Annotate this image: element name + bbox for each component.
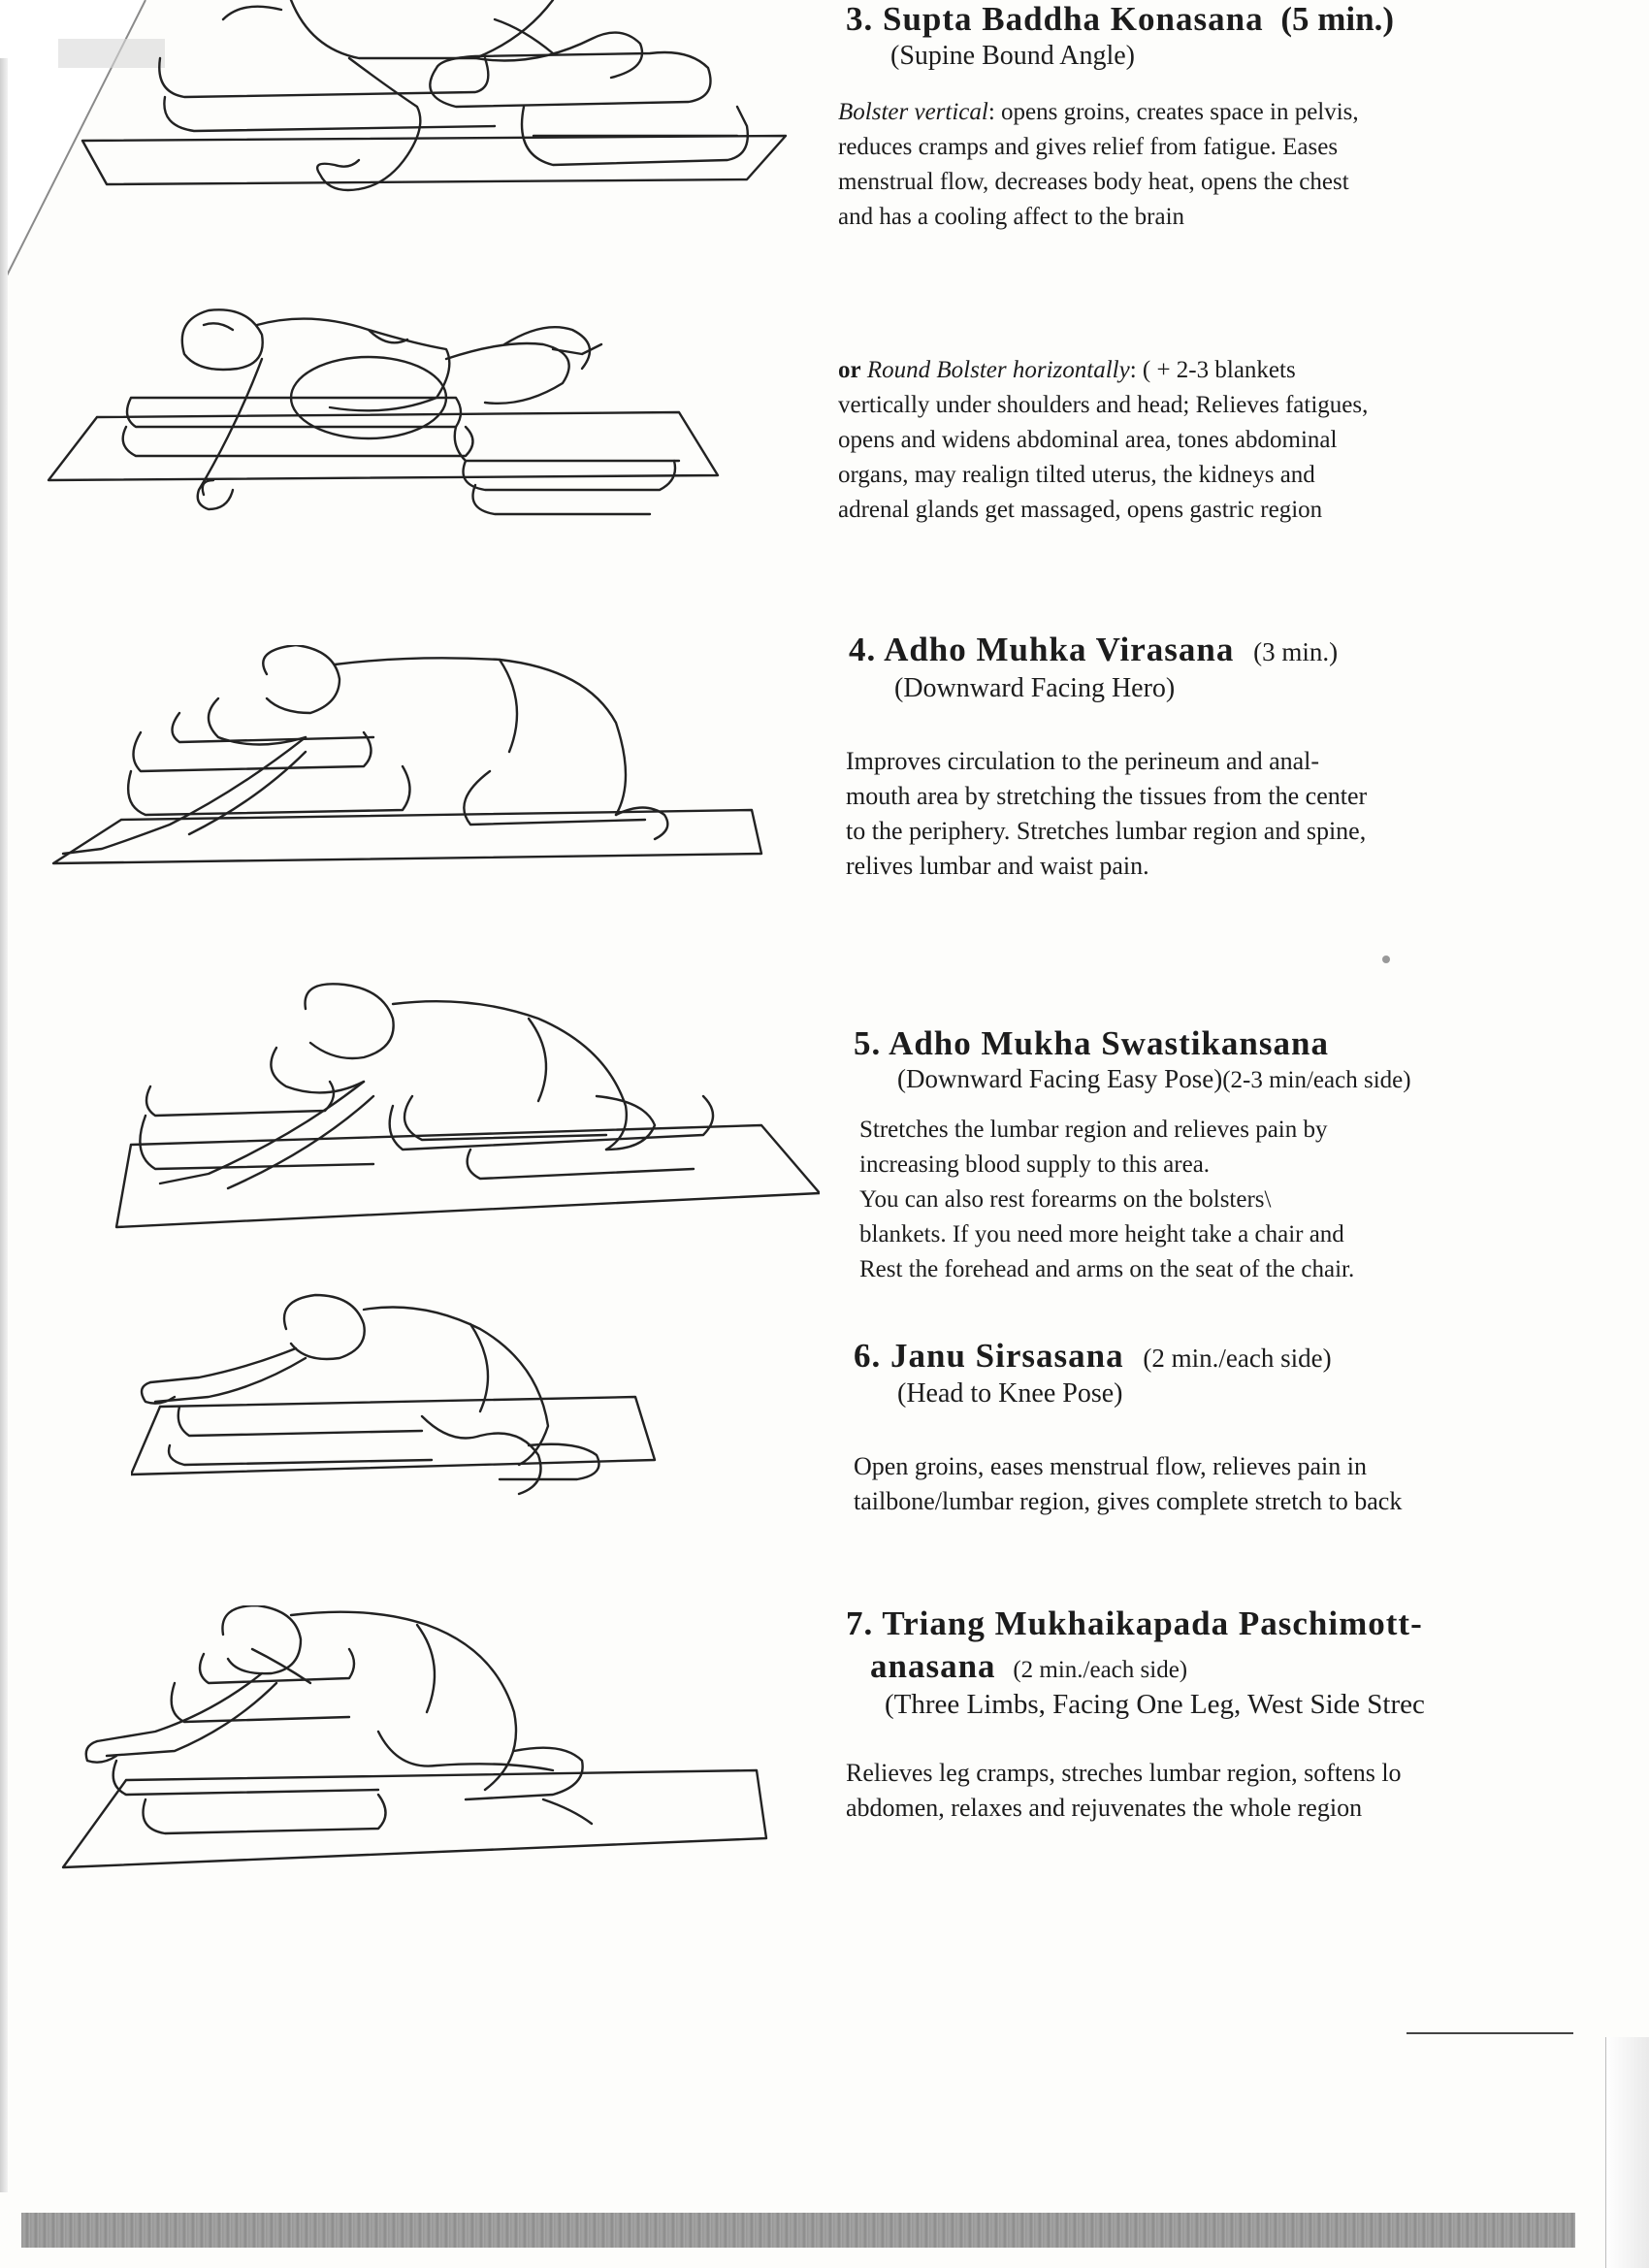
pose6-duration: (2 min./each side) — [1143, 1344, 1332, 1373]
pose3-vertical-text-1: : opens groins, creates space in pelvis, — [987, 99, 1359, 125]
pose7-title-text-2: anasana — [870, 1647, 996, 1685]
pose3-vertical-description — [838, 95, 1359, 235]
pose4-description — [846, 744, 1367, 884]
pose4-subtitle: (Downward Facing Hero) — [894, 673, 1176, 703]
scan-right-edge — [1605, 2037, 1649, 2268]
pose3-horizontal-line-5: adrenal glands get massaged, opens gastric region — [838, 497, 1323, 523]
pose7-title-line-2 — [870, 1647, 1187, 1686]
pose3-vertical-line-1 — [838, 95, 1359, 130]
pose3-vertical-line-4: and has a cooling affect to the brain — [838, 204, 1185, 230]
pose5-line-1: Stretches the lumbar region and relieves pain by — [859, 1117, 1328, 1143]
pose5-duration: (2-3 min/each side) — [1222, 1067, 1411, 1093]
illustration-supta-baddha-konasana-vertical — [68, 0, 805, 213]
pose3-title-text: 3. Supta Baddha Konasana — [846, 0, 1264, 38]
pose6-line-1: Open groins, eases menstrual flow, relieves pain in — [854, 1452, 1368, 1480]
illustration-adho-mukha-swastikasana — [102, 980, 820, 1242]
pose5-subtitle-line — [897, 1064, 1411, 1094]
pose3-title — [846, 0, 1394, 39]
illustration-supta-baddha-konasana-horizontal — [39, 291, 737, 553]
pose4-line-2: mouth area by stretching the tissues from the center — [846, 782, 1368, 810]
pose3-horizontal-label: Round Bolster horizontally — [866, 357, 1130, 383]
pose4-line-4: relives lumbar and waist pain. — [846, 852, 1149, 880]
pose6-subtitle: (Head to Knee Pose) — [897, 1378, 1123, 1409]
pose6-description — [854, 1449, 1402, 1519]
pose5-title: 5. Adho Mukha Swastikansana — [854, 1024, 1329, 1062]
pose3-vertical-line-2: reduces cramps and gives relief from fatigue. Eases — [838, 134, 1339, 160]
illustration-adho-mukha-virasana — [44, 645, 781, 878]
illustration-triang-mukhaikapada-paschimottanasana — [58, 1605, 776, 1877]
pose5-description — [859, 1113, 1354, 1287]
scan-bottom-edge — [21, 2213, 1575, 2248]
pose7-description — [846, 1756, 1402, 1826]
pose7-line-2: abdomen, relaxes and rejuvenates the whole region — [846, 1794, 1363, 1822]
pose3-horizontal-text-1: : ( + 2-3 blankets — [1129, 357, 1296, 383]
scan-left-edge — [0, 58, 8, 2192]
pose5-line-5: Rest the forehead and arms on the seat of the chair. — [859, 1256, 1355, 1282]
illustration-janu-sirsasana — [131, 1290, 674, 1523]
pose7-title-line-1: 7. Triang Mukhaikapada Paschimott- — [846, 1604, 1423, 1642]
pose7-line-1: Relieves leg cramps, streches lumbar region, softens lo — [846, 1759, 1402, 1787]
pose4-duration: (3 min.) — [1253, 637, 1339, 666]
pose5-line-2: increasing blood supply to this area. — [859, 1151, 1211, 1178]
speck — [1382, 956, 1390, 963]
pose6-title-text: 6. Janu Sirsasana — [854, 1337, 1124, 1375]
pose6-line-2: tailbone/lumbar region, gives complete stretch to back — [854, 1487, 1403, 1515]
pose5-line-3: You can also rest forearms on the bolsters\ — [859, 1186, 1272, 1213]
pose4-title-text: 4. Adho Muhka Virasana — [849, 631, 1235, 668]
pose5-line-4: blankets. If you need more height take a chair and — [859, 1221, 1344, 1247]
pose3-horizontal-line-2: vertically under shoulders and head; Relieves fatigues, — [838, 392, 1369, 418]
pose3-horizontal-line-3: opens and widens abdominal area, tones abdominal — [838, 427, 1338, 453]
pose4-line-1: Improves circulation to the perineum and anal- — [846, 747, 1320, 775]
pose4-title — [849, 631, 1338, 669]
pose3-subtitle: (Supine Bound Angle) — [890, 41, 1135, 71]
pose3-or-label: or — [838, 357, 861, 383]
pose3-horizontal-description — [838, 353, 1368, 528]
pose7-subtitle: (Three Limbs, Facing One Leg, West Side Strec — [885, 1689, 1425, 1720]
pose7-duration: (2 min./each side) — [1013, 1657, 1188, 1683]
footer-rule — [1406, 2032, 1573, 2034]
pose5-subtitle: (Downward Facing Easy Pose) — [897, 1064, 1223, 1093]
pose4-line-3: to the periphery. Stretches lumbar region and spine, — [846, 817, 1367, 845]
pose3-duration: (5 min.) — [1280, 0, 1394, 38]
pose6-title — [854, 1337, 1332, 1376]
pose3-horizontal-line-4: organs, may realign tilted uterus, the kidneys and — [838, 462, 1315, 488]
pose3-horizontal-line-1 — [838, 353, 1368, 388]
pose3-vertical-label: Bolster vertical — [838, 99, 988, 125]
pose3-vertical-line-3: menstrual flow, decreases body heat, opens the chest — [838, 169, 1349, 195]
